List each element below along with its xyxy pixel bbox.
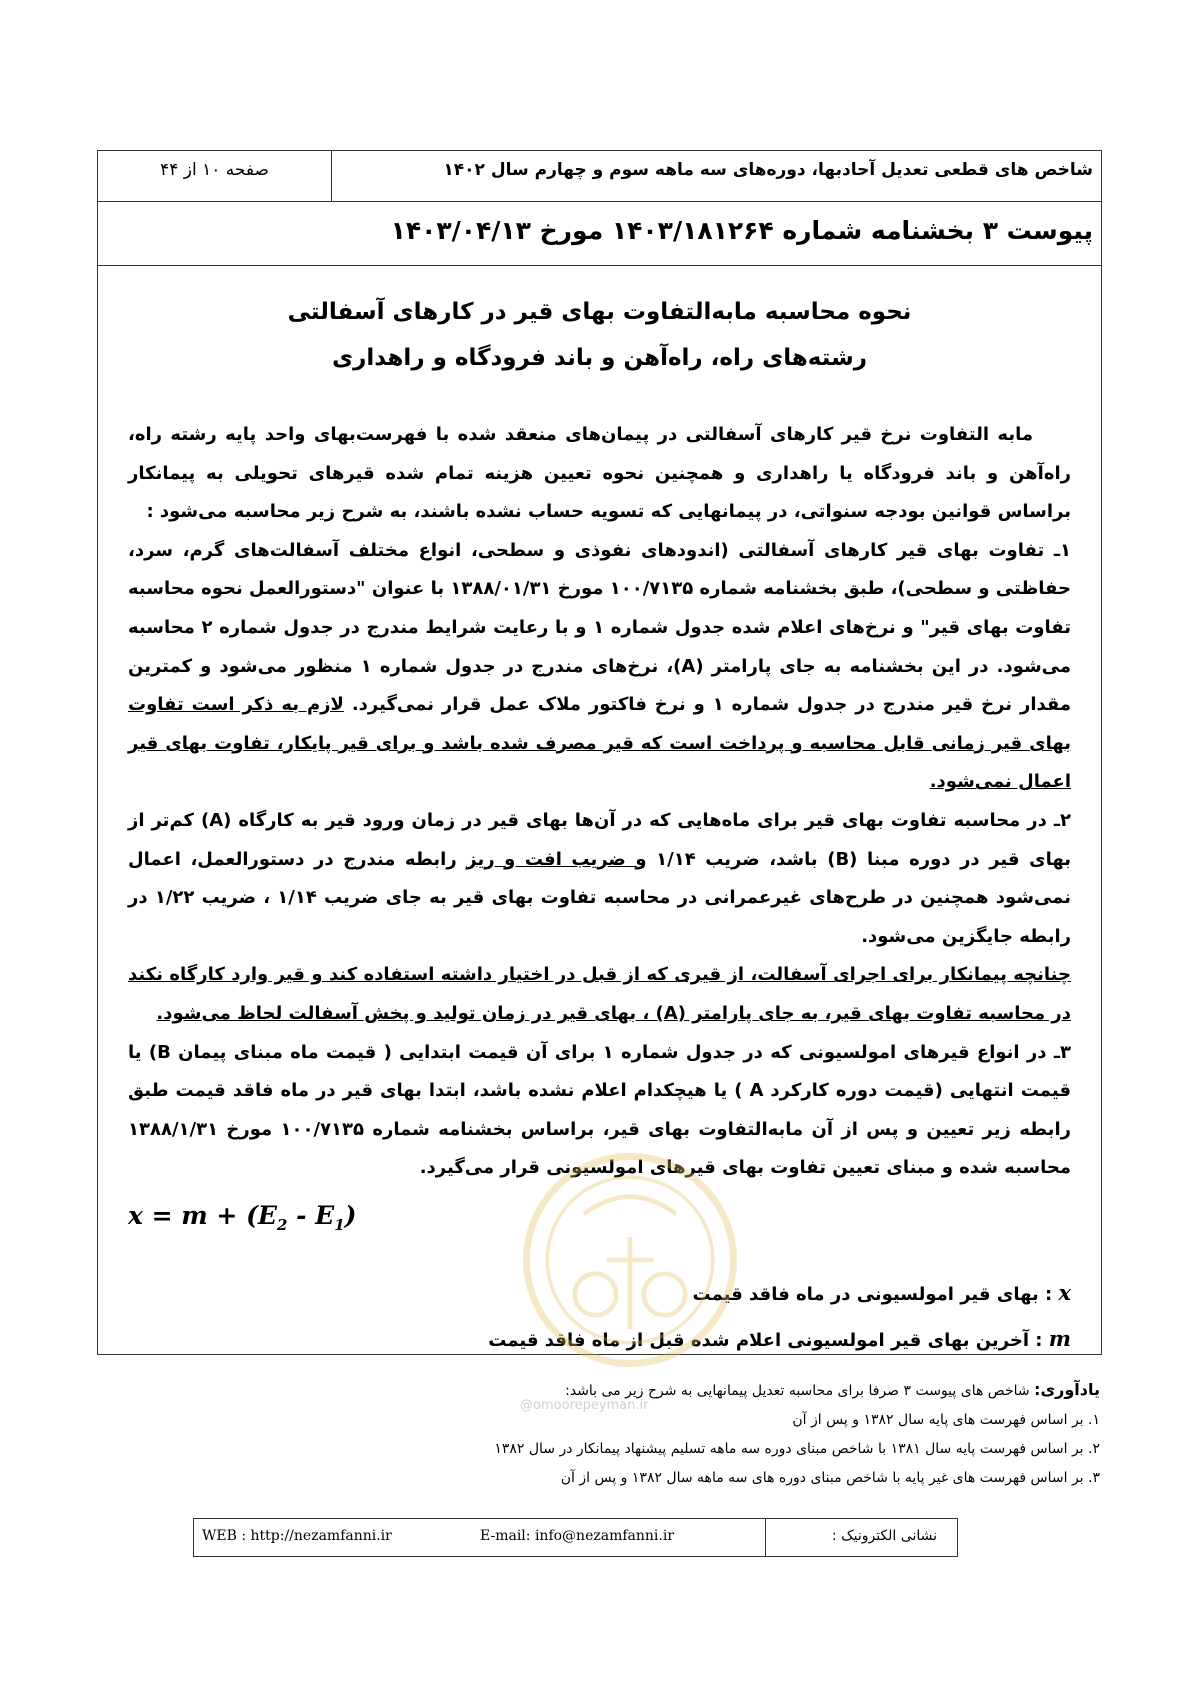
item-1: [128, 532, 1071, 802]
section-title: [98, 289, 1101, 381]
intro-paragraph: مابه التفاوت نرخ قیر کارهای آسفالتی در پیمان‌های منعقد شده با فهرست‌بهای واحد پایه رشته راه، راه‌آهن و باند فرودگاه یا راهداری و همچنین نحوه تعیین هزینه تمام شده قیرهای تحویلی به پیمانکار براساس قوانین بودجه سنواتی، در پیمانهایی که تسویه حساب نشده باشند، به شرح زیر محاسبه می‌شود :: [128, 424, 1071, 523]
header-row: [98, 151, 1101, 202]
notes: [494, 1375, 1100, 1493]
item-1-text: ۱ـ تفاوت بهای قیر کارهای آسفالتی (اندودهای نفوذی و سطحی، انواع مختلف آسفالت‌های گرم، سرد، حفاظتی و سطحی)، طبق بخشنامه شماره ۱۰۰/۷۱۳۵ مورخ ۱۳۸۸/۰۱/۳۱ با عنوان "دستورالعمل نحوه محاسبه تفاوت بهای قیر" و نرخ‌های اعلام شده جدول شماره ۱ و با رعایت شرایط مندرج در جدول شماره ۲ محاسبه می‌شود. در این بخشنامه به جای پارامتر (A)، نرخ‌های مندرج در جدول شماره ۱ منظور می‌شود و کمترین مقدار نرخ قیر مندرج در جدول شماره ۱ و نرخ فاکتور ملاک عمل قرار نمی‌گیرد.: [128, 539, 1072, 716]
body-text: [128, 416, 1071, 1188]
item-2: [128, 802, 1071, 956]
note-item: ۲. بر اساس فهرست پایه سال ۱۳۸۱ با شاخص مبنای دوره سه ماهه تسلیم پیشنهاد پیمانکار در سال ۱۳۸۲: [494, 1441, 1100, 1457]
section-title-line1: نحوه محاسبه مابه‌التفاوت بهای قیر در کارهای آسفالتی: [287, 299, 912, 325]
footer-email-link[interactable]: E-mail: info@nezamfanni.ir: [480, 1528, 675, 1544]
definition-x: x : بهای قیر امولسیونی در ماه فاقد قیمت: [692, 1280, 1071, 1305]
item-2-note: چنانچه پیمانکار برای اجرای آسفالت، از قیری که از قبل در اختیار داشته استفاده کند و قیر وارد کارگاه نکند در محاسبه تفاوت بهای قیر، به جای پارامتر (A) ، بهای قیر در زمان تولید و پخش آسفالت لحاظ می‌شود.: [128, 964, 1071, 1024]
watermark-text: @omoorepeyman.ir: [520, 1398, 649, 1413]
definition-m: m : آخرین بهای قیر امولسیونی اعلام شده قبل از ماه فاقد قیمت: [488, 1326, 1071, 1351]
item-2-underlined: و ضریب افت و ریز: [466, 848, 647, 870]
section-title-line2: رشته‌های راه، راه‌آهن و باند فرودگاه و راهداری: [332, 345, 867, 371]
formula: $x = m + (E_2 - E_1)$: [128, 1201, 357, 1234]
item-2-text: ۲ـ در محاسبه تفاوت بهای قیر برای ماه‌هایی که در آن‌ها بهای قیر در زمان ورود قیر به کارگاه (A) کم‌تر از بهای قیر در دوره مبنا (B) باشد، ضریب ۱/۱۴: [128, 809, 1071, 870]
footer-label: نشانی الکترونیک :: [765, 1519, 957, 1556]
note-item: ۳. بر اساس فهرست های غیر پایه با شاخص مبنای دوره های سه ماهه سال ۱۳۸۲ و پس از آن: [560, 1470, 1100, 1486]
item-1-underlined: لازم به ذکر است تفاوت بهای قیر زمانی قابل محاسبه و پرداخت است که قیر مصرف شده باشد و برای قیر پایکار، تفاوت بهای قیر اعمال نمی‌شود.: [128, 694, 1071, 793]
notes-heading: یادآوری: شاخص های پیوست ۳ صرفا برای محاسبه تعدیل پیمانهایی به شرح زیر می باشد:: [565, 1380, 1100, 1399]
footer: [193, 1518, 958, 1557]
item-3: ۳ـ در انواع قیرهای امولسیونی که در جدول شماره ۱ برای آن قیمت ابتدایی ( قیمت ماه مبنای پیمان B) یا قیمت انتهایی (قیمت دوره کارکرد A ) یا هیچکدام اعلام نشده باشد، ابتدا بهای قیر در ماه فاقد قیمت طبق رابطه زیر تعیین و پس از آن مابه‌التفاوت بهای قیر، براساس بخشنامه شماره ۱۰۰/۷۱۳۵ مورخ ۱۳۸۸/۱/۳۱ محاسبه شده و مبنای تعیین تفاوت بهای قیرهای امولسیونی قرار می‌گیرد.: [128, 1041, 1071, 1179]
watermark-logo: [515, 1145, 745, 1375]
appendix-title: پیوست ۳ بخشنامه شماره ۱۴۰۳/۱۸۱۲۶۴ مورخ ۱۴۰۳/۰۴/۱۳: [98, 201, 1101, 266]
header-title: شاخص های قطعی تعدیل آحادبها، دوره‌های سه ماهه سوم و چهارم سال ۱۴۰۲: [331, 151, 1101, 201]
footer-web-link[interactable]: WEB : http://nezamfanni.ir: [202, 1528, 392, 1544]
item-2-text-cont: رابطه مندرج در دستورالعمل، اعمال نمی‌شود همچنین در طرح‌های غیرعمرانی در محاسبه تفاوت بهای قیر به جای ضریب ۱/۱۴ ، ضریب ۱/۲۲ در رابطه جایگزین می‌شود.: [128, 848, 1071, 947]
note-item: ۱. بر اساس فهرست های پایه سال ۱۳۸۲ و پس از آن: [792, 1412, 1100, 1428]
page-number: صفحه ۱۰ از ۴۴: [160, 160, 269, 180]
